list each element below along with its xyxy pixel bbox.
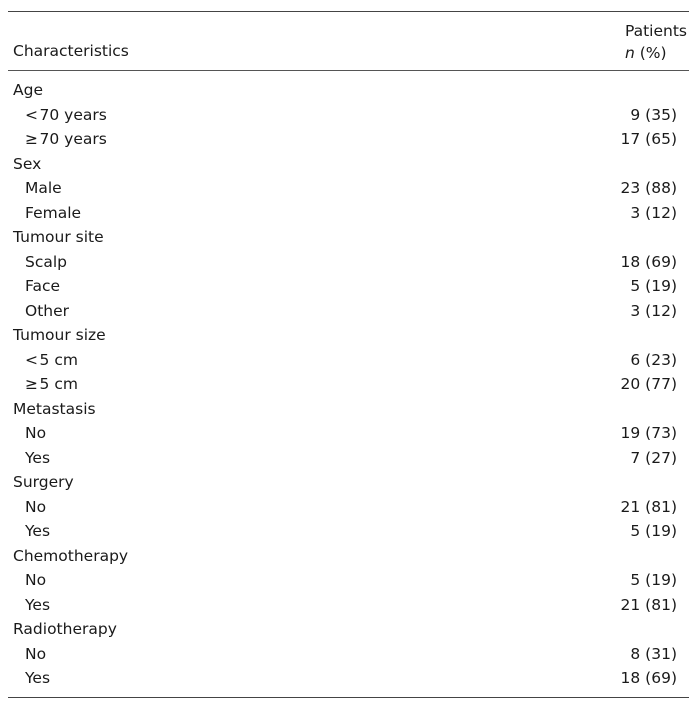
row-label: Yes bbox=[25, 448, 51, 467]
row-value: 3 (12) bbox=[630, 301, 677, 320]
row-value: 23 (88) bbox=[620, 179, 677, 197]
group-label: Sex bbox=[13, 154, 42, 173]
table-group-row bbox=[8, 323, 689, 348]
table-group-row bbox=[8, 225, 689, 250]
row-value: 21 (81) bbox=[620, 595, 677, 614]
row-value: 7 (27) bbox=[630, 448, 677, 467]
table-row bbox=[8, 127, 689, 152]
row-label: Scalp bbox=[25, 252, 68, 271]
row-value: 8 (31) bbox=[630, 644, 677, 663]
row-label: ≥ 70 years bbox=[25, 130, 107, 148]
table-row bbox=[8, 593, 689, 618]
table-row bbox=[8, 666, 689, 691]
header-patients bbox=[625, 20, 687, 64]
table-row bbox=[8, 103, 689, 128]
row-label: Female bbox=[25, 203, 82, 222]
row-value: 17 (65) bbox=[620, 130, 677, 148]
table-bottom-rule bbox=[8, 697, 689, 698]
table-group-row bbox=[8, 617, 689, 642]
row-value: 5 (19) bbox=[630, 522, 677, 540]
row-value: 21 (81) bbox=[620, 497, 677, 516]
row-value: 5 (19) bbox=[630, 277, 677, 295]
table-row bbox=[8, 495, 689, 520]
row-label: < 5 cm bbox=[25, 350, 78, 369]
row-label: Face bbox=[25, 277, 61, 295]
row-label: Male bbox=[25, 179, 62, 197]
row-label: Yes bbox=[25, 522, 51, 540]
header-patients-unit bbox=[625, 42, 687, 64]
table-row bbox=[8, 446, 689, 471]
table-row bbox=[8, 421, 689, 446]
table-group-row bbox=[8, 544, 689, 569]
row-value: 20 (77) bbox=[620, 375, 677, 393]
row-label: ≥ 5 cm bbox=[25, 375, 78, 393]
table-row bbox=[8, 274, 689, 299]
table-group-row bbox=[8, 78, 689, 103]
row-value: 9 (35) bbox=[630, 105, 677, 124]
group-label: Age bbox=[13, 81, 43, 99]
group-label: Tumour site bbox=[13, 228, 104, 246]
row-label: Yes bbox=[25, 669, 51, 687]
table-body bbox=[8, 71, 689, 697]
table-row bbox=[8, 519, 689, 544]
row-value: 5 (19) bbox=[630, 571, 677, 589]
group-label: Surgery bbox=[13, 473, 74, 491]
row-label: No bbox=[25, 571, 47, 589]
row-value: 3 (12) bbox=[630, 203, 677, 222]
group-label: Radiotherapy bbox=[13, 620, 117, 638]
row-label: Other bbox=[25, 301, 70, 320]
row-label: No bbox=[25, 497, 47, 516]
table-row bbox=[8, 176, 689, 201]
row-value: 19 (73) bbox=[620, 424, 677, 442]
row-value: 18 (69) bbox=[620, 669, 677, 687]
row-label: < 70 years bbox=[25, 105, 107, 124]
header-pct: (%) bbox=[634, 44, 667, 62]
header-patients-label: Patients bbox=[624, 22, 687, 40]
group-label: Chemotherapy bbox=[13, 546, 129, 565]
row-value: 6 (23) bbox=[630, 350, 677, 369]
group-label: Metastasis bbox=[13, 399, 96, 418]
table-row bbox=[8, 201, 689, 226]
row-label: No bbox=[25, 424, 47, 442]
table-row bbox=[8, 642, 689, 667]
table-row bbox=[8, 299, 689, 324]
characteristics-table bbox=[8, 11, 689, 698]
group-label: Tumour size bbox=[13, 326, 106, 344]
table-header bbox=[8, 12, 689, 70]
table-group-row bbox=[8, 470, 689, 495]
table-row bbox=[8, 250, 689, 275]
row-label: No bbox=[25, 644, 47, 663]
table-row bbox=[8, 348, 689, 373]
table-group-row bbox=[8, 397, 689, 422]
header-characteristics: Characteristics bbox=[13, 42, 129, 60]
row-label: Yes bbox=[25, 595, 51, 614]
table-row bbox=[8, 372, 689, 397]
header-n: n bbox=[624, 44, 635, 62]
table-group-row bbox=[8, 152, 689, 177]
row-value: 18 (69) bbox=[620, 252, 677, 271]
table-row bbox=[8, 568, 689, 593]
